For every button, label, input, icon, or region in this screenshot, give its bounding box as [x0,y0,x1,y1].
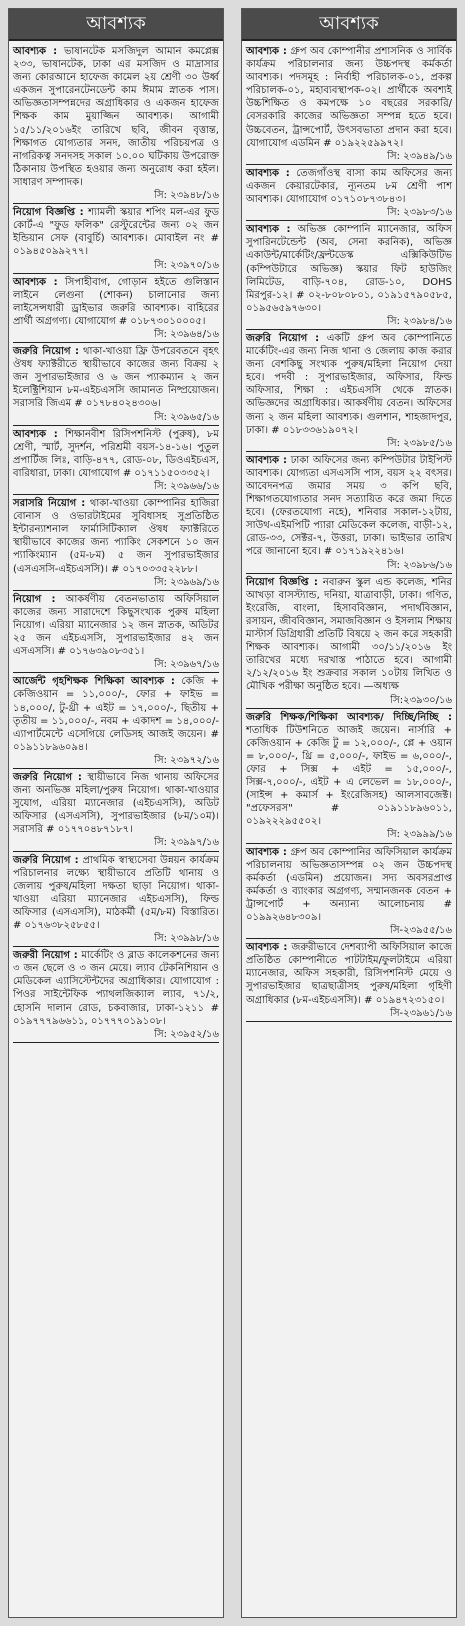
ad-body: তেজগাঁওস্থ বাসা কাম অফিসের জন্য একজন কেয়ারটেকার, ন্যূনতম ৮ম শ্রেণী পাশ আবশ্যক। যোগাযোগ ০১৭১০৮৭৩৮৪৩। [246,167,452,206]
classified-ad [13,274,219,343]
ad-title: নিয়োগ : [13,593,56,605]
ad-title: জরুরি নিয়োগ : [246,332,320,344]
ad-body: ঢাকা অফিসের জন্য কম্পিউটার টাইপিস্ট আবশ্যক। যোগ্যতা এসএসসি পাস, বয়স ২২ বৎসর। আবেদনপত্র জমার সময় ৩ কপি ছবি, শিক্ষাগতযোগ্যতার সনদ সত্যায়িত করে জমা দিতে হবে। (ফেরতযোগ্য নহে), শনিবার সকাল-১২টায়, সাউথ-এইমপিটি প্যারা মেডিকেল কলেজ, বাড়ী-১২, রোড-৩৩, সেক্টর-৭, উত্তরা, ঢাকা। ভাইভার তারিখ পরে জানানো হবে। # ০১৭১৯২২৪১৬। [246,454,453,558]
ad-body: গ্রুপ অব কোম্পানির অফিসিয়াল কার্যক্রম পরিচালনায় অভিজ্ঞতাসম্পন্ন ০২ জন উচ্চপদস্থ কর্মকর্তা (এডমিন) প্রয়োজন। সদ্য অবসরপ্রাপ্ত কর্মকর্তা ও ব্যাংকার অগ্রগণ্য, সম্মানজনক বেতন + ট্রান্সপোর্ট + অন্যান্য আলোচনায় # ০১৯৯২৬৪৮৩০৯। [246,846,452,923]
ad-reference-code: সি-২৩৯৬১/১৬ [390,1007,452,1019]
classified-ad [13,426,219,495]
ad-reference-code: সি-২৩৯৫৫/১৬ [390,925,452,937]
ad-title: নিয়োগ বিজ্ঞপ্তি : [246,576,318,588]
classified-ad [246,844,452,940]
ad-body: নবারুন স্কুল এন্ড কলেজ, শনির আখড়া বাসস্ট্যান্ড, দনিয়া, যাত্রাবাড়ী, ঢাকা। গণিত, ইংরেজি, বাংলা, হিসাববিজ্ঞান, পদার্থবিজ্ঞান, রসায়ন, জীববিজ্ঞান, সমাজবিজ্ঞান ও ইসলাম শিক্ষায় মাস্টার্স ডিগ্রিধারী প্রতিটি বিষয়ে ২ জন করে সহকারী শিক্ষক আবশ্যক। আগামী ৩০/১১/২০১৬ ইং তারিখের মধ্যে দরখাস্ত পাঠাতে হবে। আগামী ২/১২/২০১৬ ইং শুক্রবার সকাল ১০টায় লিখিত ও মৌখিক পরীক্ষা অনুষ্ঠিত হবে। —অধ্যক্ষ [246,576,453,693]
ad-title: আবশ্যক : [246,224,291,236]
classified-ad [13,673,219,769]
classified-ad [13,591,219,674]
ad-list [242,41,456,1022]
ad-reference-code: সি: ২৩৯৫২/১৬ [154,1028,219,1040]
ad-title: আবশ্যক : [246,167,290,179]
classified-ad [13,852,219,948]
ad-reference-code: সি: ২৩৯৪৮/১৬ [154,190,219,202]
classified-ad [13,769,219,852]
classified-ad [13,947,219,1043]
ad-list [9,41,223,1043]
left-column [8,8,224,1618]
ad-title: সরাসরি নিয়োগ : [13,498,86,510]
classified-ad [13,204,219,273]
ad-title: জরুরী নিয়োগ : [13,950,78,962]
ad-reference-code: সি: ২৩৯৬৬/১৬ [154,481,219,492]
classified-ad [246,452,452,574]
ad-reference-code: সি: ২৩৯৮৫/১৬ [387,437,452,449]
ad-reference-code: সি: ২৩৯৮৪/১৬ [387,315,452,327]
ad-body: গ্রুপ অব কোম্পানীর প্রশাসনিক ও সার্বিক কার্যক্রম পরিচালনার জন্য উচ্চপদস্থ কর্মকর্তা আবশ্যক। পদসমূহ : নির্বাহী পরিচালক-০১, প্রকল্প পরিচালক-০১, মহাব্যবস্থাপক-০২। প্রার্থীকে অবশ্যই উচ্চশিক্ষিত ও কমপক্ষে ১০ বছরের সরকারি/বেসরকারি কাজের অভিজ্ঞতা সম্পন্ন হতে হবে। উচ্চবেতন, ট্রান্সপোর্ট, উৎসবভাতা প্রদান করা হবে। যোগাযোগ এডমিন # ০১৯২২৫৯৯৭২। [246,46,453,149]
ad-reference-code: সি: ২৩৯৪৯/১৬ [387,150,452,162]
ad-body: শতাধিক টিউশনিতে আজই জয়েন। নার্সারি + কেজিওয়ান + কেজি টু = ১২,০০০/-, প্লে + ওয়ান = ৮,০০০/-, থ্রি = ৫,০০০/-, ফাইভ = ৬,০০০/-, ফোর + সিক্স + এইট = ১৫,০০০/-, সিক্স-৭,০০০/-, এইট + এ লেভেল = ১৮,০০০/-, (সাইন্স + কমার্স + ইংরেজিসহ) আলসাবজেক্ট। "প্রফেসরস" # ০১৯১১৮৯৬০১১, ০১৯২২২৯৫৫০২। [246,724,452,828]
ad-reference-code: সি: ২৩৯৭২/১৬ [154,754,219,766]
ad-body: একটি গ্রুপ অব কোম্পানিতে মার্কেটিং-এর জন্য নিজ থানা ও জেলায় কাজ করার জন্য বেশকিছু সংখ্যক পুরুষ/মহিলা নিয়োগ দেয়া হবে। পদবী : সুপারভাইজার, অফিসার, ফিল্ড অফিসার, শিক্ষা : এইচএসসি থেকে স্নাতক। অভিজ্ঞদের অগ্রাধিকার। আকর্ষণীয় বেতন। অফিসের জন্য ২ জন মহিলা আবশ্যক। গুলশান, শাহজাদপুর, ঢাকা। # ০১৮৩৩৬১৯০৭২। [246,332,453,436]
ad-body: প্রাথমিক স্বাস্থ্যসেবা উন্নয়ন কার্যক্রম পরিচালনার লক্ষ্যে স্থায়ীভাবে প্রতিটি থানায় ও জেলায় পুরুষ/মহিলা দক্ষতা ছাড়া নিয়োগ। থাকা-খাওয়া এরিয়া ম্যানেজার এইচএসসি), ফিল্ড অফিসার (এসএসসি), মাঠকর্মী (৫ম/৮ম) বিস্তারিত। # ০১৭৬৩৮২৫৮৫৫। [13,854,219,931]
ad-reference-code: সি: ২৩৯৮৬/১৬ [387,559,452,571]
ad-body: স্থায়ীভাবে নিজ থানায় অফিসের জন্য অনভিজ্ঞ মহিলা/পুরুষ নিয়োগ। থাকা-খাওয়ার সুযোগ, এরিয়া ম্যানেজার (এইচএসসি), অডিট অফিসার (এসএসসি), সুপারভাইজার (৮ম/১০ম)। সরাসরি # ০১৭৭০৪৮৭১৮৭। [13,771,219,836]
ad-title: নিয়োগ বিজ্ঞপ্তি : [13,207,84,219]
classified-ad [246,709,452,844]
ad-reference-code: সি:২৩৯৩০/১৬ [390,694,452,706]
classified-ad [246,221,452,330]
classified-ad [246,574,452,709]
ad-body: কেজি + কেজিওয়ান = ১১,০০০/-, ফোর + ফাইভ = ১৪,০০০/, টু-থ্রী + এইট = ১৭,০০০/-, ছিতীয় + তৃতীয় = ১১,০০০/-, নবম + একাদশ = ১৪,০০০/- এ্যাপার্টমেন্টে এসেগিয়ে লেডিসহ আজই জয়েন। # ০১৯১১৮৯৬০৯৪। [13,676,219,753]
ad-title: জরুরি নিয়োগ : [13,771,82,783]
ad-title: জরুরি নিয়োগ : [13,854,79,866]
ad-title: আবশ্যক : [13,46,58,57]
right-column [241,8,457,1618]
ad-body: আকর্ষণীয় বেতনভাতায় অফিসিয়াল কাজের জন্য সারাদেশে কিছুসংখ্যক পুরুষ মহিলা নিয়োগ। এরিয়া ম্যানেজার ১২ জন স্নাতক, অডিটর ২৫ জন এইচএসসি, সুপারভাইজার ৪২ জন এসএসসি। # ০১৭৬৩৯০৮৩৫১। [13,593,219,658]
ad-title: আবশ্যক : [246,942,288,954]
classified-ad [246,939,452,1022]
classified-ad [13,43,219,204]
ad-reference-code: সি: ২৩৯৯৯/১৬ [387,829,452,841]
ad-reference-code: সি: ২৩৯৬৯/১৬ [154,576,219,588]
ad-title: আবশ্যক : [13,276,58,288]
ad-title: জরুরি শিক্ষক/শিক্ষিকা আবশ্যক/ দিচ্ছি/নিচ্ছি : [246,711,452,723]
ad-body: শিক্ষানবীশ রিসিপশনিস্ট (পুরুষ), ৮ম শ্রেণী, স্মার্ট, সুদর্শন, পরিশ্রমী বয়স-১৪-১৬। পুতুল প্রপার্টিজ লিঃ, বাড়ি-৪৭৭, রোড-০৮, ডিওএইচএস, বারিধারা, ঢাকা। যোগাযোগ # ০১৭১১৫০৩৩৫২। [13,428,219,479]
ad-reference-code: সি: ২৩৯৬৪/১৬ [154,328,219,340]
ad-title: আবশ্যক : [246,846,287,858]
classified-ad [246,165,452,221]
ad-body: সিপাহীবাগ, গোড়ান হইতে গুলিস্তান লাইনে লেগুনা (শোকন) চালানোর জন্য লাইসেন্সধারী ড্রাইভার জরুরি আবশ্যক। বাহিরের প্রার্থী অগ্রগণ্য। যোগাযোগ # ০১৮৭৩০১০০০৫। [13,276,219,327]
ad-reference-code: সি: ২৩৯৯৭/১৬ [154,837,219,849]
ad-body: অভিজ্ঞ কোম্পানি ম্যানেজার, অফিস সুপারিনটেন্ডেন্ট (অব, সেনা করনিক), অভিজ্ঞ একাউন্ট/মার্কেটিং/ফ্রন্টডেস্ক এক্সিকিউটিভ (কম্পিউটারে অভিজ্ঞ) স্কয়ার ফিট হাউজিং লিমিটেড, বাড়ি-৭০৪, রোড-১০, DOHS মিরপুর-১২। # ০২-৮০৮০৮০১, ০১৯১৫৭৯০৫৮৫, ০১৯৫৬৫৯৭৬৩০। [246,224,452,314]
ad-title: আবশ্যক : [13,428,58,440]
ad-body: থাকা-খাওয়া কোম্পানির হাজিরা বোনাস ও ওভারটাইমের সুবিধাসহ সুপ্রতিষ্ঠিত ইন্টারন্যাশনাল ফার্মাসিটিক্যাল ঔষধ ফ্যাক্টরিতে স্থায়ীভাবে কাজের জন্য প্যাকিং সেকশনে ১০ জন প্যাকিংম্যান (৫ম-৮ম) ৫ জন সুপারভাইজার (এসএসসি-এইচএসসি)। # ০১৭০৩৩৫২২৮৮। [13,498,219,575]
ad-title: আবশ্যক : [246,454,288,466]
classified-ad [246,330,452,452]
classified-ad [246,43,452,165]
ad-reference-code: সি: ২৩৯৯৮/১৬ [154,933,219,945]
column-header: আবশ্যক [9,9,223,41]
ad-reference-code: সি: ২৩৯৮৩/১৬ [387,207,452,219]
ad-body: শ্যামলী স্কয়ার শপিং মল-এর ফুড কোর্ট-এ "ফুড ফলিক" রেস্টুরেন্টের জন্য ০২ জন ইন্ডিয়ান সেফ (বাবুর্চি) আবশ্যক। মোবাইল নং # ০১৯৪৫০৯৯২৭৭। [13,207,219,258]
ad-body: মার্কেটিং ও ব্লাড কালেকশনের জন্য ৩ জন ছেলে ও ৩ জন মেয়ে। ল্যাব টেকনিশিয়ান ও মেডিকেল এ্যাসিস্টেন্টদের অগ্রাধিকার। যোগাযোগ : পিওর সাইন্টেফিক প্যাথলজিক্যাল ল্যাব, ৭১/২, হোসনি দালান রোড, চকবাজার, ঢাকা-১২১১ # ০১৯৭৭৭৯৬৬১১, ০১৭৭৭০১৯১০৮। [13,950,219,1027]
ad-title: আবশ্যক : [246,46,287,57]
column-header: আবশ্যক [242,9,456,41]
ad-reference-code: সি: ২৩৯৬৫/১৬ [154,411,219,423]
ad-title: জরুরি নিয়োগ : [13,346,79,358]
ad-reference-code: সি: ২৩৯৬৭/১৬ [154,659,219,671]
ad-reference-code: সি: ২৩৯৭০/১৬ [154,259,219,271]
ad-body: ভাষানটেক মসজিদুল আমান কমপ্লেক্স ২৩৩, ভাষানটেক, ঢাকা এর মসজিদ ও মাদ্রাসার জন্য কোরআনে হাফেজ কামেল ২য় শ্রেণী ৩০ উর্ধ্ব একজন সুপারেনটেনডেন্ট কাম ঈমাম স্নাতক পাস। অভিজ্ঞতাসম্পন্নদের অগ্রাধিকার ও একজন হাফেজ শিক্ষক কাম মুয়াজ্জিন আবশ্যক। আগামী ১৫/১১/২০১৬ইং তারিখে ছবি, জীবন বৃত্তান্ত, শিক্ষাগত যোগ্যতার সনদ, জাতীয় পরিচয়পত্র ও নাগরিকত্ব সনদসহ সকাল ১০.০০ ঘটিকায় উপরোক্ত ঠিকানায় উপস্থিত হওয়ার জন্য অনুরোধ করা হইল। সাধারণ সম্পাদক। [13,46,219,188]
ad-body: জরুরীভাবে দেশব্যাপী অফিসিয়াল কাজে প্রতিষ্ঠিত কোম্পানীতে পাটটাইম/ফুলটাইমে এরিয়া ম্যানেজার, অফিস সহকারী, রিসিপশনিস্ট মেয়ে ও সুপারভাইজার ছাত্রছাত্রীসহ পুরুষ/মহিলা গৃহিণী অগ্রাধিকার (৮ম-এইচএসসি)। # ০১৯৪৭২৩১৫০। [246,942,453,1006]
ad-title: আর্জেন্ট গৃহশিক্ষক শিক্ষিকা আবশ্যক : [13,676,175,688]
ad-body: থাকা-খাওয়া ফ্রি উপরেবতনে বৃহৎ ঔষধ ফ্যাক্টরীতে স্থায়ীভাবে কাজের জন্য বিক্রয় ২ জন সুপারভাইজার ও ৬ জন প্যাকম্যান ২ জন ইলেক্ট্রিশিয়ান ৮ম-এইচএসসি জামানত নিষ্প্রয়োজন। সরাসরি জিএম # ০১৭৮৪০২৪৩০৬। [13,346,219,410]
classified-ad [13,495,219,591]
classified-ad [13,343,219,426]
